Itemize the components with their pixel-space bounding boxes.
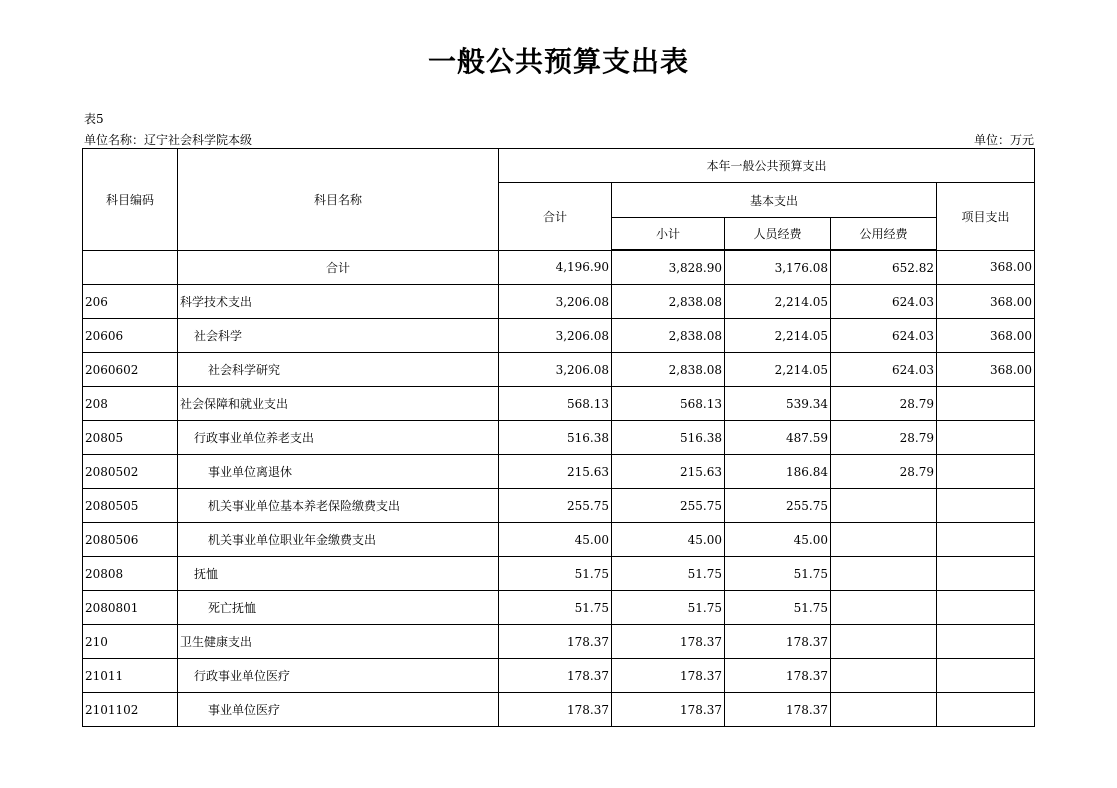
row-subtotal: 568.13 [612,387,725,421]
header-code: 科目编码 [83,149,178,251]
row-name: 科学技术支出 [178,285,499,319]
row-personnel: 255.75 [725,489,831,523]
row-name: 社会科学研究 [178,353,499,387]
header-subtotal: 小计 [612,218,725,251]
row-name: 社会科学 [178,319,499,353]
row-name: 行政事业单位养老支出 [178,421,499,455]
header-personnel: 人员经费 [725,218,831,251]
table-row [83,319,1035,353]
row-personnel: 487.59 [725,421,831,455]
row-code: 208 [83,387,178,421]
row-personnel: 186.84 [725,455,831,489]
budget-table [82,148,1035,727]
row-name: 死亡抚恤 [178,591,499,625]
table-row [83,659,1035,693]
row-subtotal: 51.75 [612,557,725,591]
row-subtotal: 215.63 [612,455,725,489]
row-name: 事业单位医疗 [178,693,499,727]
row-project [937,455,1035,489]
row-personnel: 51.75 [725,557,831,591]
row-public: 28.79 [831,455,937,489]
row-total: 516.38 [499,421,612,455]
row-subtotal: 255.75 [612,489,725,523]
row-public: 624.03 [831,285,937,319]
row-project [937,591,1035,625]
row-subtotal: 516.38 [612,421,725,455]
row-public: 28.79 [831,387,937,421]
row-subtotal: 178.37 [612,693,725,727]
row-code: 2060602 [83,353,178,387]
row-public: 624.03 [831,319,937,353]
row-project: 368.00 [937,319,1035,353]
row-name: 机关事业单位职业年金缴费支出 [178,523,499,557]
table-row [83,250,1035,285]
row-code: 2080502 [83,455,178,489]
header-project: 项目支出 [937,183,1035,251]
row-project [937,489,1035,523]
row-subtotal: 178.37 [612,659,725,693]
row-project [937,693,1035,727]
row-total: 51.75 [499,557,612,591]
row-total: 178.37 [499,693,612,727]
row-subtotal: 178.37 [612,625,725,659]
row-code: 21011 [83,659,178,693]
row-project: 368.00 [937,250,1035,285]
row-name: 卫生健康支出 [178,625,499,659]
row-name: 行政事业单位医疗 [178,659,499,693]
row-personnel: 539.34 [725,387,831,421]
row-code: 20808 [83,557,178,591]
row-total: 51.75 [499,591,612,625]
row-personnel: 51.75 [725,591,831,625]
row-total: 255.75 [499,489,612,523]
row-total: 215.63 [499,455,612,489]
row-code: 2080506 [83,523,178,557]
row-name: 机关事业单位基本养老保险缴费支出 [178,489,499,523]
row-project [937,625,1035,659]
row-name: 合计 [178,250,499,285]
header-public: 公用经费 [831,218,937,251]
header-current-year: 本年一般公共预算支出 [499,149,1035,183]
row-personnel: 178.37 [725,693,831,727]
row-code: 2080505 [83,489,178,523]
row-public: 624.03 [831,353,937,387]
table-row [83,353,1035,387]
table-row [83,421,1035,455]
row-subtotal: 51.75 [612,591,725,625]
row-public [831,523,937,557]
table-number: 表5 [84,112,104,126]
row-personnel: 2,214.05 [725,319,831,353]
header-basic: 基本支出 [612,183,937,218]
row-code: 210 [83,625,178,659]
row-code: 206 [83,285,178,319]
row-name: 社会保障和就业支出 [178,387,499,421]
row-code: 20805 [83,421,178,455]
page-title: 一般公共预算支出表 [427,45,689,78]
header-name: 科目名称 [178,149,499,251]
row-total: 3,206.08 [499,285,612,319]
table-row [83,557,1035,591]
table-row [83,387,1035,421]
row-public [831,557,937,591]
table-row [83,693,1035,727]
row-project [937,557,1035,591]
row-project [937,387,1035,421]
table-row [83,625,1035,659]
row-total: 178.37 [499,659,612,693]
table-row [83,455,1035,489]
row-public [831,591,937,625]
row-total: 3,206.08 [499,353,612,387]
row-total: 45.00 [499,523,612,557]
row-total: 3,206.08 [499,319,612,353]
row-public [831,625,937,659]
table-row [83,523,1035,557]
row-total: 568.13 [499,387,612,421]
row-personnel: 178.37 [725,659,831,693]
row-personnel: 178.37 [725,625,831,659]
row-code: 2080801 [83,591,178,625]
row-project [937,659,1035,693]
row-public [831,489,937,523]
table-row [83,591,1035,625]
row-subtotal: 3,828.90 [612,250,725,285]
row-code [83,250,178,285]
row-project: 368.00 [937,285,1035,319]
row-public [831,693,937,727]
row-name: 抚恤 [178,557,499,591]
table-row [83,489,1035,523]
row-total: 4,196.90 [499,250,612,285]
row-project: 368.00 [937,353,1035,387]
unit-name: 单位名称：辽宁社会科学院本级 [84,133,253,147]
header-total: 合计 [499,183,612,251]
row-subtotal: 2,838.08 [612,353,725,387]
row-subtotal: 45.00 [612,523,725,557]
table-row [83,285,1035,319]
row-total: 178.37 [499,625,612,659]
currency-unit: 单位：万元 [973,133,1034,147]
row-name: 事业单位离退休 [178,455,499,489]
row-project [937,523,1035,557]
row-personnel: 3,176.08 [725,250,831,285]
row-subtotal: 2,838.08 [612,319,725,353]
row-subtotal: 2,838.08 [612,285,725,319]
row-public [831,659,937,693]
row-code: 20606 [83,319,178,353]
row-project [937,421,1035,455]
row-public: 652.82 [831,250,937,285]
row-code: 2101102 [83,693,178,727]
row-personnel: 2,214.05 [725,353,831,387]
row-personnel: 45.00 [725,523,831,557]
row-personnel: 2,214.05 [725,285,831,319]
row-public: 28.79 [831,421,937,455]
